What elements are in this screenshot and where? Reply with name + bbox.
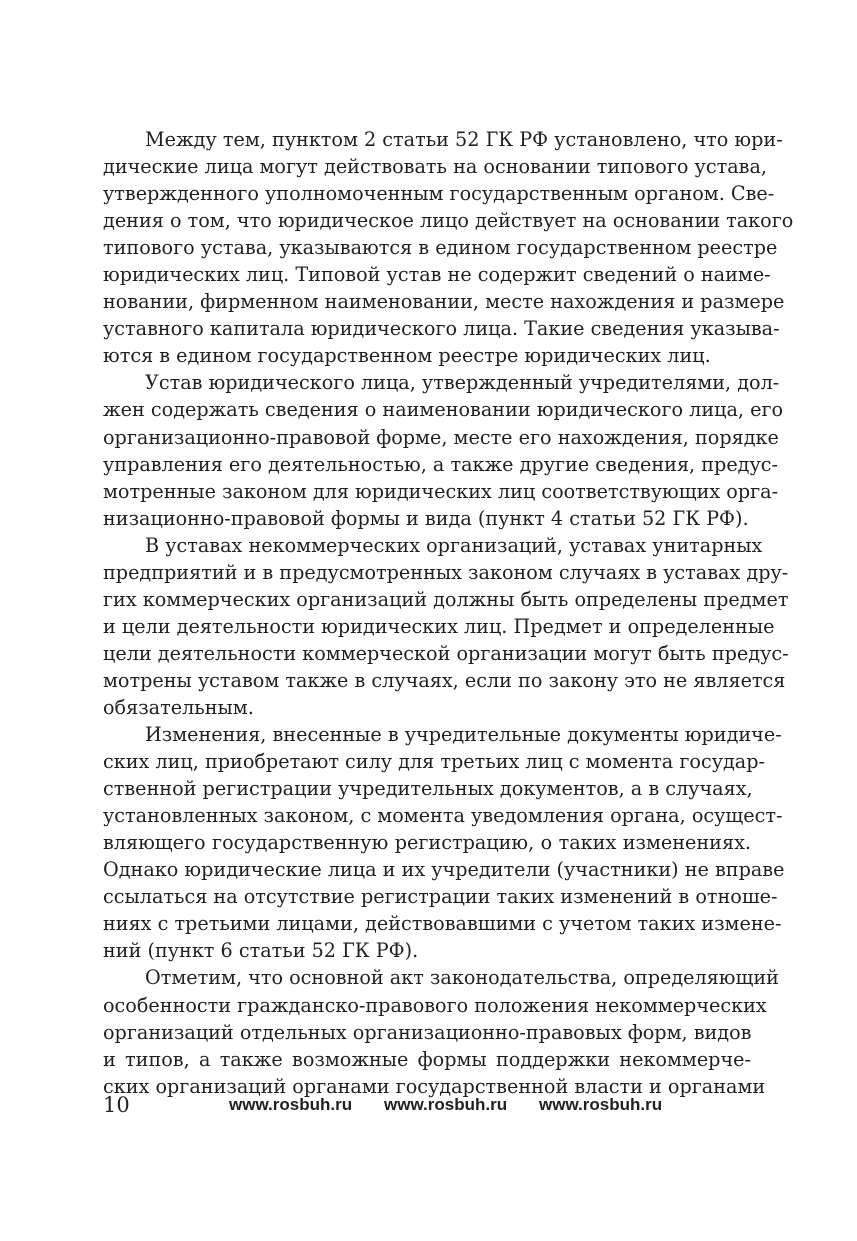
text-line: жен содержать сведения о наименовании юридического лица, его: [103, 398, 784, 422]
text-line: особенности гражданско-правового положения некоммерческих: [103, 993, 767, 1017]
text-line: утвержденного уполномоченным государственным органом. Све-: [103, 182, 775, 206]
text-line: предприятий и в предусмотренных законом случаях в уставах дру-: [103, 560, 789, 584]
text-line: новании, фирменном наименовании, месте нахождения и размере: [103, 290, 785, 314]
text-line: мотренные законом для юридических лиц соответствующих орга-: [103, 479, 779, 503]
text-line: типового устава, указываются в едином государственном реестре: [103, 236, 778, 260]
text-line: Однако юридические лица и их учредители (участники) не вправе: [103, 858, 785, 882]
text-line: организаций отдельных организационно-правовых форм, видов: [103, 1020, 752, 1044]
text-line: ских лиц, приобретают силу для третьих лиц с момента государ-: [103, 750, 765, 774]
footer-site-link[interactable]: www.rosbuh.ru: [229, 1095, 353, 1114]
text-line: вляющего государственную регистрацию, о таких изменениях.: [103, 831, 751, 855]
page-footer: [103, 1090, 751, 1120]
text-line: установленных законом, с момента уведомления органа, осущест-: [103, 804, 783, 828]
text-line: дические лица могут действовать на основании типового устава,: [103, 155, 767, 179]
page-number: 10: [103, 1093, 130, 1117]
text-line: ственной регистрации учредительных документов, а в случаях,: [103, 777, 753, 801]
footer-site-link[interactable]: www.rosbuh.ru: [539, 1095, 663, 1114]
text-line: юридических лиц. Типовой устав не содержит сведений о наиме-: [103, 263, 771, 287]
text-line: мотрены уставом также в случаях, если по закону это не является: [103, 668, 786, 692]
text-line: Устав юридического лица, утвержденный учредителями, дол-: [145, 371, 780, 395]
text-line: дения о том, что юридическое лицо действует на основании такого: [103, 209, 794, 233]
text-line: Между тем, пунктом 2 статьи 52 ГК РФ установлено, что юри-: [145, 128, 783, 151]
text-line: низационно-правовой формы и вида (пункт 4 статьи 52 ГК РФ).: [103, 506, 749, 530]
text-line: ний (пункт 6 статьи 52 ГК РФ).: [103, 939, 419, 963]
text-line: обязательным.: [103, 695, 254, 719]
text-line: Изменения, внесенные в учредительные документы юридиче-: [145, 723, 782, 747]
text-line: уставного капитала юридического лица. Такие сведения указыва-: [103, 317, 780, 341]
text-line: и цели деятельности юридических лиц. Предмет и определенные: [103, 614, 775, 638]
text-line: ских организаций органами государственной власти и органами: [103, 1074, 766, 1098]
text-line: гих коммерческих организаций должны быть определены предмет: [103, 587, 789, 611]
text-line: ются в едином государственном реестре юридических лиц.: [103, 344, 711, 368]
footer-site-link[interactable]: www.rosbuh.ru: [384, 1095, 508, 1114]
text-line: управления его деятельностью, а также другие сведения, предус-: [103, 452, 779, 476]
text-line: ссылаться на отсутствие регистрации таких изменений в отноше-: [103, 885, 778, 909]
body-text: [103, 126, 794, 1100]
text-line: организационно-правовой форме, месте его нахождения, порядке: [103, 425, 779, 449]
text-line: и типов, а также возможные формы поддержки некоммерче-: [103, 1047, 751, 1071]
text-line: ниях с третьими лицами, действовавшими с учетом таких измене-: [103, 912, 782, 936]
text-line: В уставах некоммерческих организаций, уставах унитарных: [145, 533, 763, 557]
text-line: цели деятельности коммерческой организации могут быть предус-: [103, 641, 789, 665]
text-line: Отметим, что основной акт законодательства, определяющий: [145, 966, 779, 990]
